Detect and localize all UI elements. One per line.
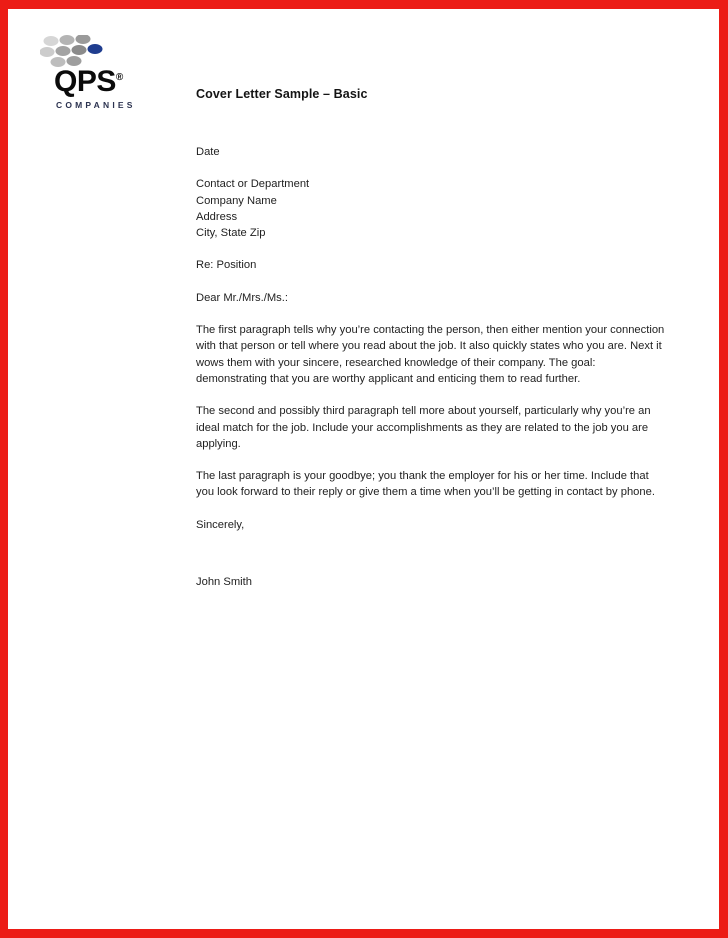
signature-name: John Smith [196, 576, 252, 589]
addressee-line: Contact or Department [196, 178, 310, 191]
qps-wordmark-text: QPS [54, 65, 116, 98]
qps-wordmark [54, 67, 186, 97]
letterhead [36, 35, 186, 110]
addressee-block [196, 176, 666, 241]
salutation: Dear Mr./Mrs./Ms.: [196, 291, 288, 304]
page-title: Cover Letter Sample – Basic [196, 87, 368, 101]
signature-block [196, 574, 666, 590]
addressee-line: Address [196, 210, 238, 223]
registered-trademark-icon: ® [115, 72, 124, 83]
body-paragraph: The last paragraph is your goodbye; you thank the employer for his or her time. Include that you look forward to their reply or give them a time when you’ll be getting in contact by phone. [196, 470, 655, 499]
document-sheet [8, 9, 719, 929]
date-line: Date [196, 146, 220, 158]
addressee-line: City, State Zip [196, 227, 266, 240]
body-paragraph: The second and possibly third paragraph tell more about yourself, particularly why you’re an ideal match for the job. Include your accomplishments as they are related to the job you are applying. [196, 405, 651, 450]
body-paragraph: The first paragraph tells why you’re contacting the person, then either mention your connection with that person or tell where you read about the job. It also quickly states who you are. Next it wows them with your sincere, researched knowledge of their company. The goal: demonstrating that you are worthy applicant and enticing them to read further. [196, 324, 665, 385]
qps-dot-grid-icon [40, 35, 110, 69]
closing-line: Sincerely, [196, 518, 245, 531]
subject-line: Re: Position [196, 259, 257, 272]
qps-companies-subtitle: COMPANIES [56, 100, 136, 110]
addressee-line: Company Name [196, 194, 277, 207]
letter-body [196, 87, 666, 590]
